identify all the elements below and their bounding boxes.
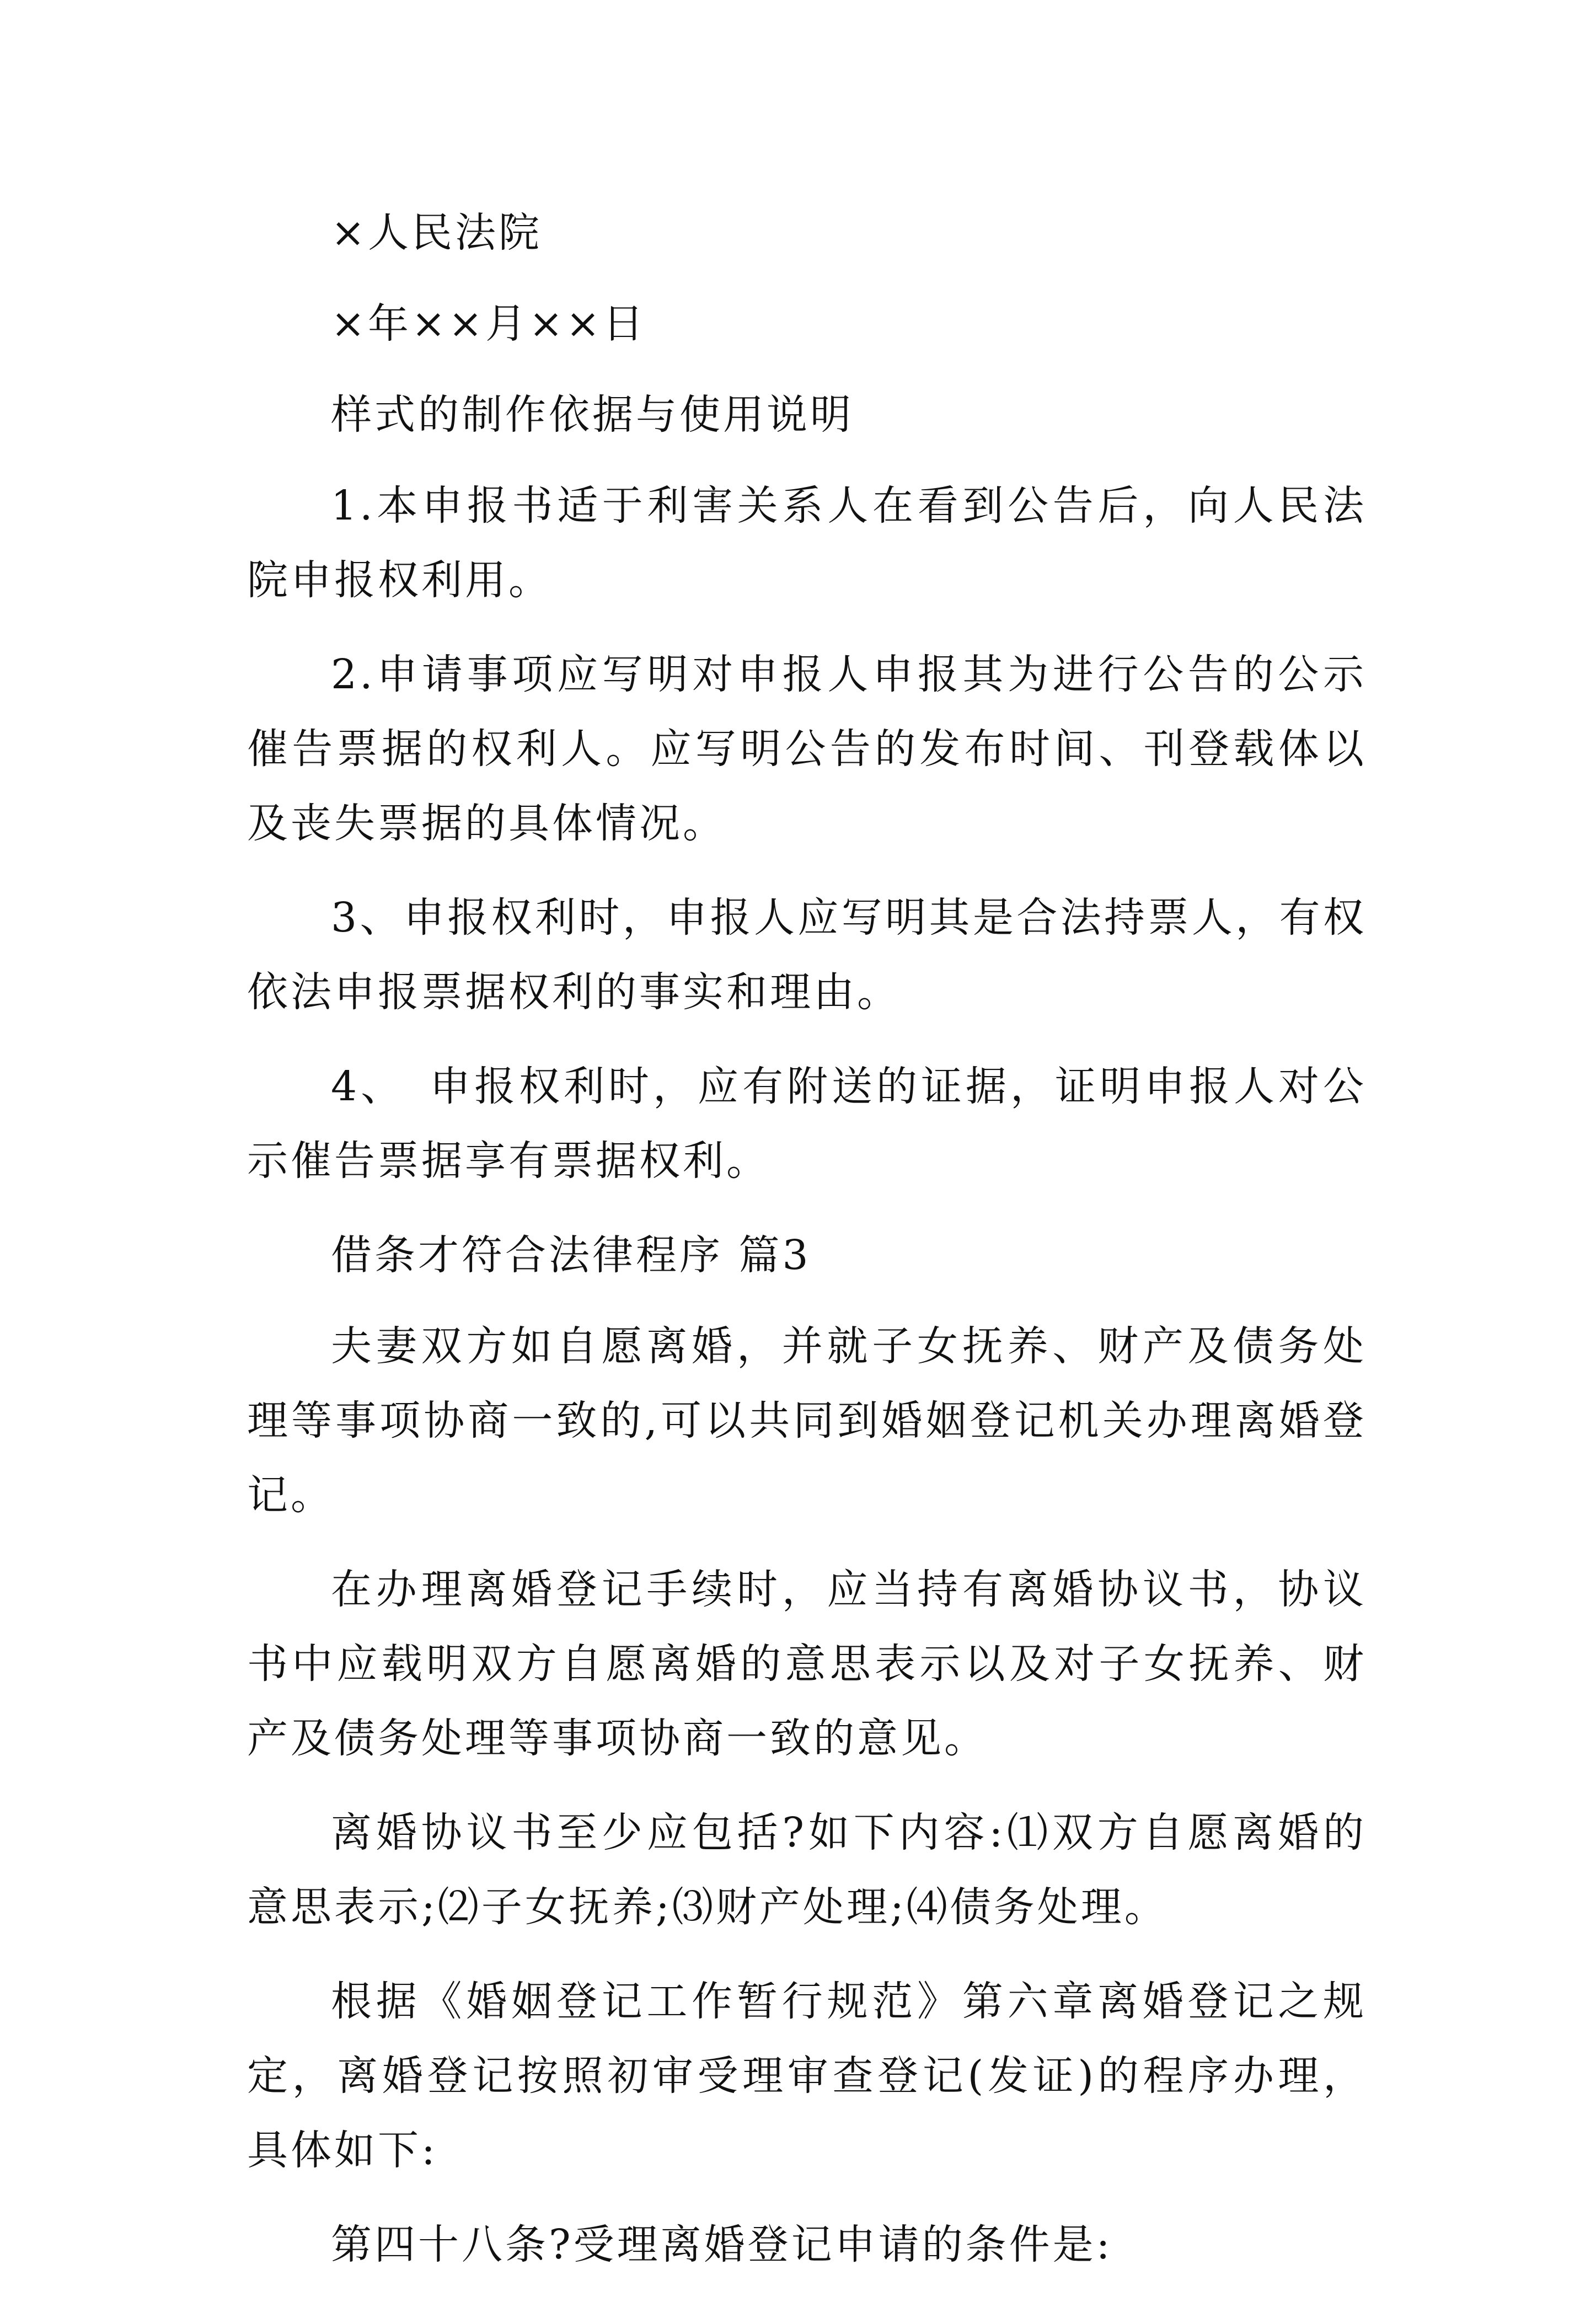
note-paragraph-2: 2.申请事项应写明对申报人申报其为进行公告的公示催告票据的权利人。应写明公告的发布时间、刊登载体以及丧失票据的具体情况。: [247, 651, 1367, 847]
date-line: ×年××月××日: [331, 300, 647, 347]
note-paragraph-4: 4、 申报权利时，应有附送的证据，证明申报人对公示催告票据享有票据权利。: [247, 1063, 1367, 1185]
note-paragraph-3: 3、申报权利时，申报人应写明其是合法持票人，有权依法申报票据权利的事实和理由。: [247, 894, 1367, 1016]
court-name-line: ×人民法院: [331, 209, 543, 256]
section-heading-usage-notes: 样式的制作依据与使用说明: [331, 391, 854, 438]
document-body: [247, 196, 1367, 2302]
note-paragraph-1: 1.本申报书适于利害关系人在看到公告后，向人民法院申报权利用。: [247, 482, 1367, 604]
body-paragraph-divorce-agreement: 夫妻双方如自愿离婚，并就子女抚养、财产及债务处理等事项协商一致的,可以共同到婚姻登记机关办理离婚登记。: [247, 1323, 1367, 1519]
section-heading-part-3: 借条才符合法律程序 篇3: [331, 1232, 811, 1279]
body-paragraph-article-48: 第四十八条?受理离婚登记申请的条件是:: [331, 2221, 1113, 2268]
body-paragraph-registration-rules: 根据《婚姻登记工作暂行规范》第六章离婚登记之规定，离婚登记按照初审受理审查登记(发证)的程序办理，具体如下:: [247, 1978, 1367, 2174]
body-paragraph-agreement-contents: 离婚协议书至少应包括?如下内容:⑴双方自愿离婚的意思表示;⑵子女抚养;⑶财产处理;⑷债务处理。: [247, 1809, 1367, 1931]
body-paragraph-divorce-procedure: 在办理离婚登记手续时，应当持有离婚协议书，协议书中应载明双方自愿离婚的意思表示以及对子女抚养、财产及债务处理等事项协商一致的意见。: [247, 1566, 1367, 1762]
